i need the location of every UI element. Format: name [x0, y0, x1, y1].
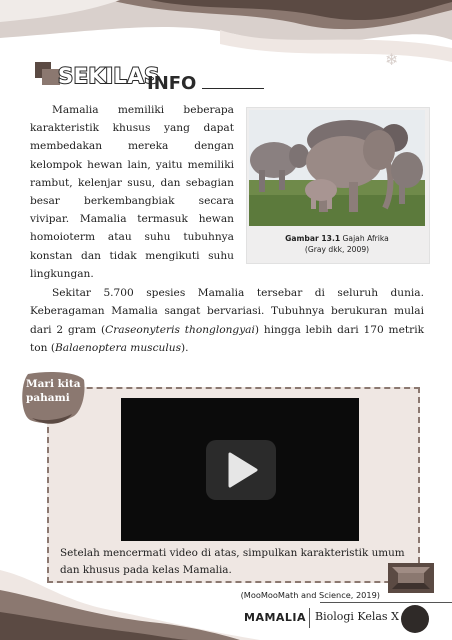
title-rule	[202, 88, 264, 89]
species-text-3: ).	[181, 342, 189, 355]
snowflake-icon: ❄	[385, 50, 399, 69]
intro-paragraph: Mamalia memiliki beberapa karakteristik khusus yang dapat membedakan mereka dengan kelompok hewan lain, yaitu memiliki rambut, kelenjar susu, dan sebagian besar berkembangbiak secara vivipar. Mamalia termasuk hewan homoioterm atau suhu tubuhnya konstan dan tidak mengikuti suhu lingkungan.	[30, 104, 234, 280]
section-title-info: INFO	[147, 73, 197, 94]
footer-wave-decoration	[0, 560, 452, 640]
species-paragraph	[30, 284, 424, 358]
species-text-2: ) hingga lebih dari 170 metrik ton (	[30, 323, 424, 355]
species-text-1: Sekitar 5.700 spesies Mamalia tersebar di seluruh dunia. Keberagaman Mamalia sangat bervariasi. Tubuhnya berukuran mulai dari 2 gram (	[30, 287, 424, 336]
footer-rule	[320, 602, 452, 603]
play-icon	[206, 440, 276, 500]
caption-source: (Gray dkk, 2009)	[304, 245, 370, 254]
elephant-photo	[249, 110, 425, 226]
footer-subject: Biologi Kelas X	[315, 610, 399, 623]
play-button[interactable]	[206, 440, 276, 500]
activity-badge-label: Mari kita pahami	[26, 378, 81, 404]
figure-caption	[246, 233, 428, 255]
video-source: (MooMooMath and Science, 2019)	[240, 590, 380, 600]
species-name-2: Balaenoptera musculus	[54, 342, 182, 355]
footer-separator	[309, 608, 310, 628]
activity-instruction: Setelah mencermati video di atas, simpulkan karakteristik umum dan khusus pada kelas Mamalia.	[60, 547, 405, 576]
species-name-1: Craseonyteris thonglongyai	[105, 323, 255, 336]
page-number-circle	[401, 605, 429, 633]
section-title-sekilas: SEKILAS	[58, 64, 160, 88]
footer-brand: MAMALIA	[244, 611, 307, 624]
caption-label: Gambar 13.1	[285, 234, 341, 243]
caption-text: Gajah Afrika	[340, 234, 389, 243]
